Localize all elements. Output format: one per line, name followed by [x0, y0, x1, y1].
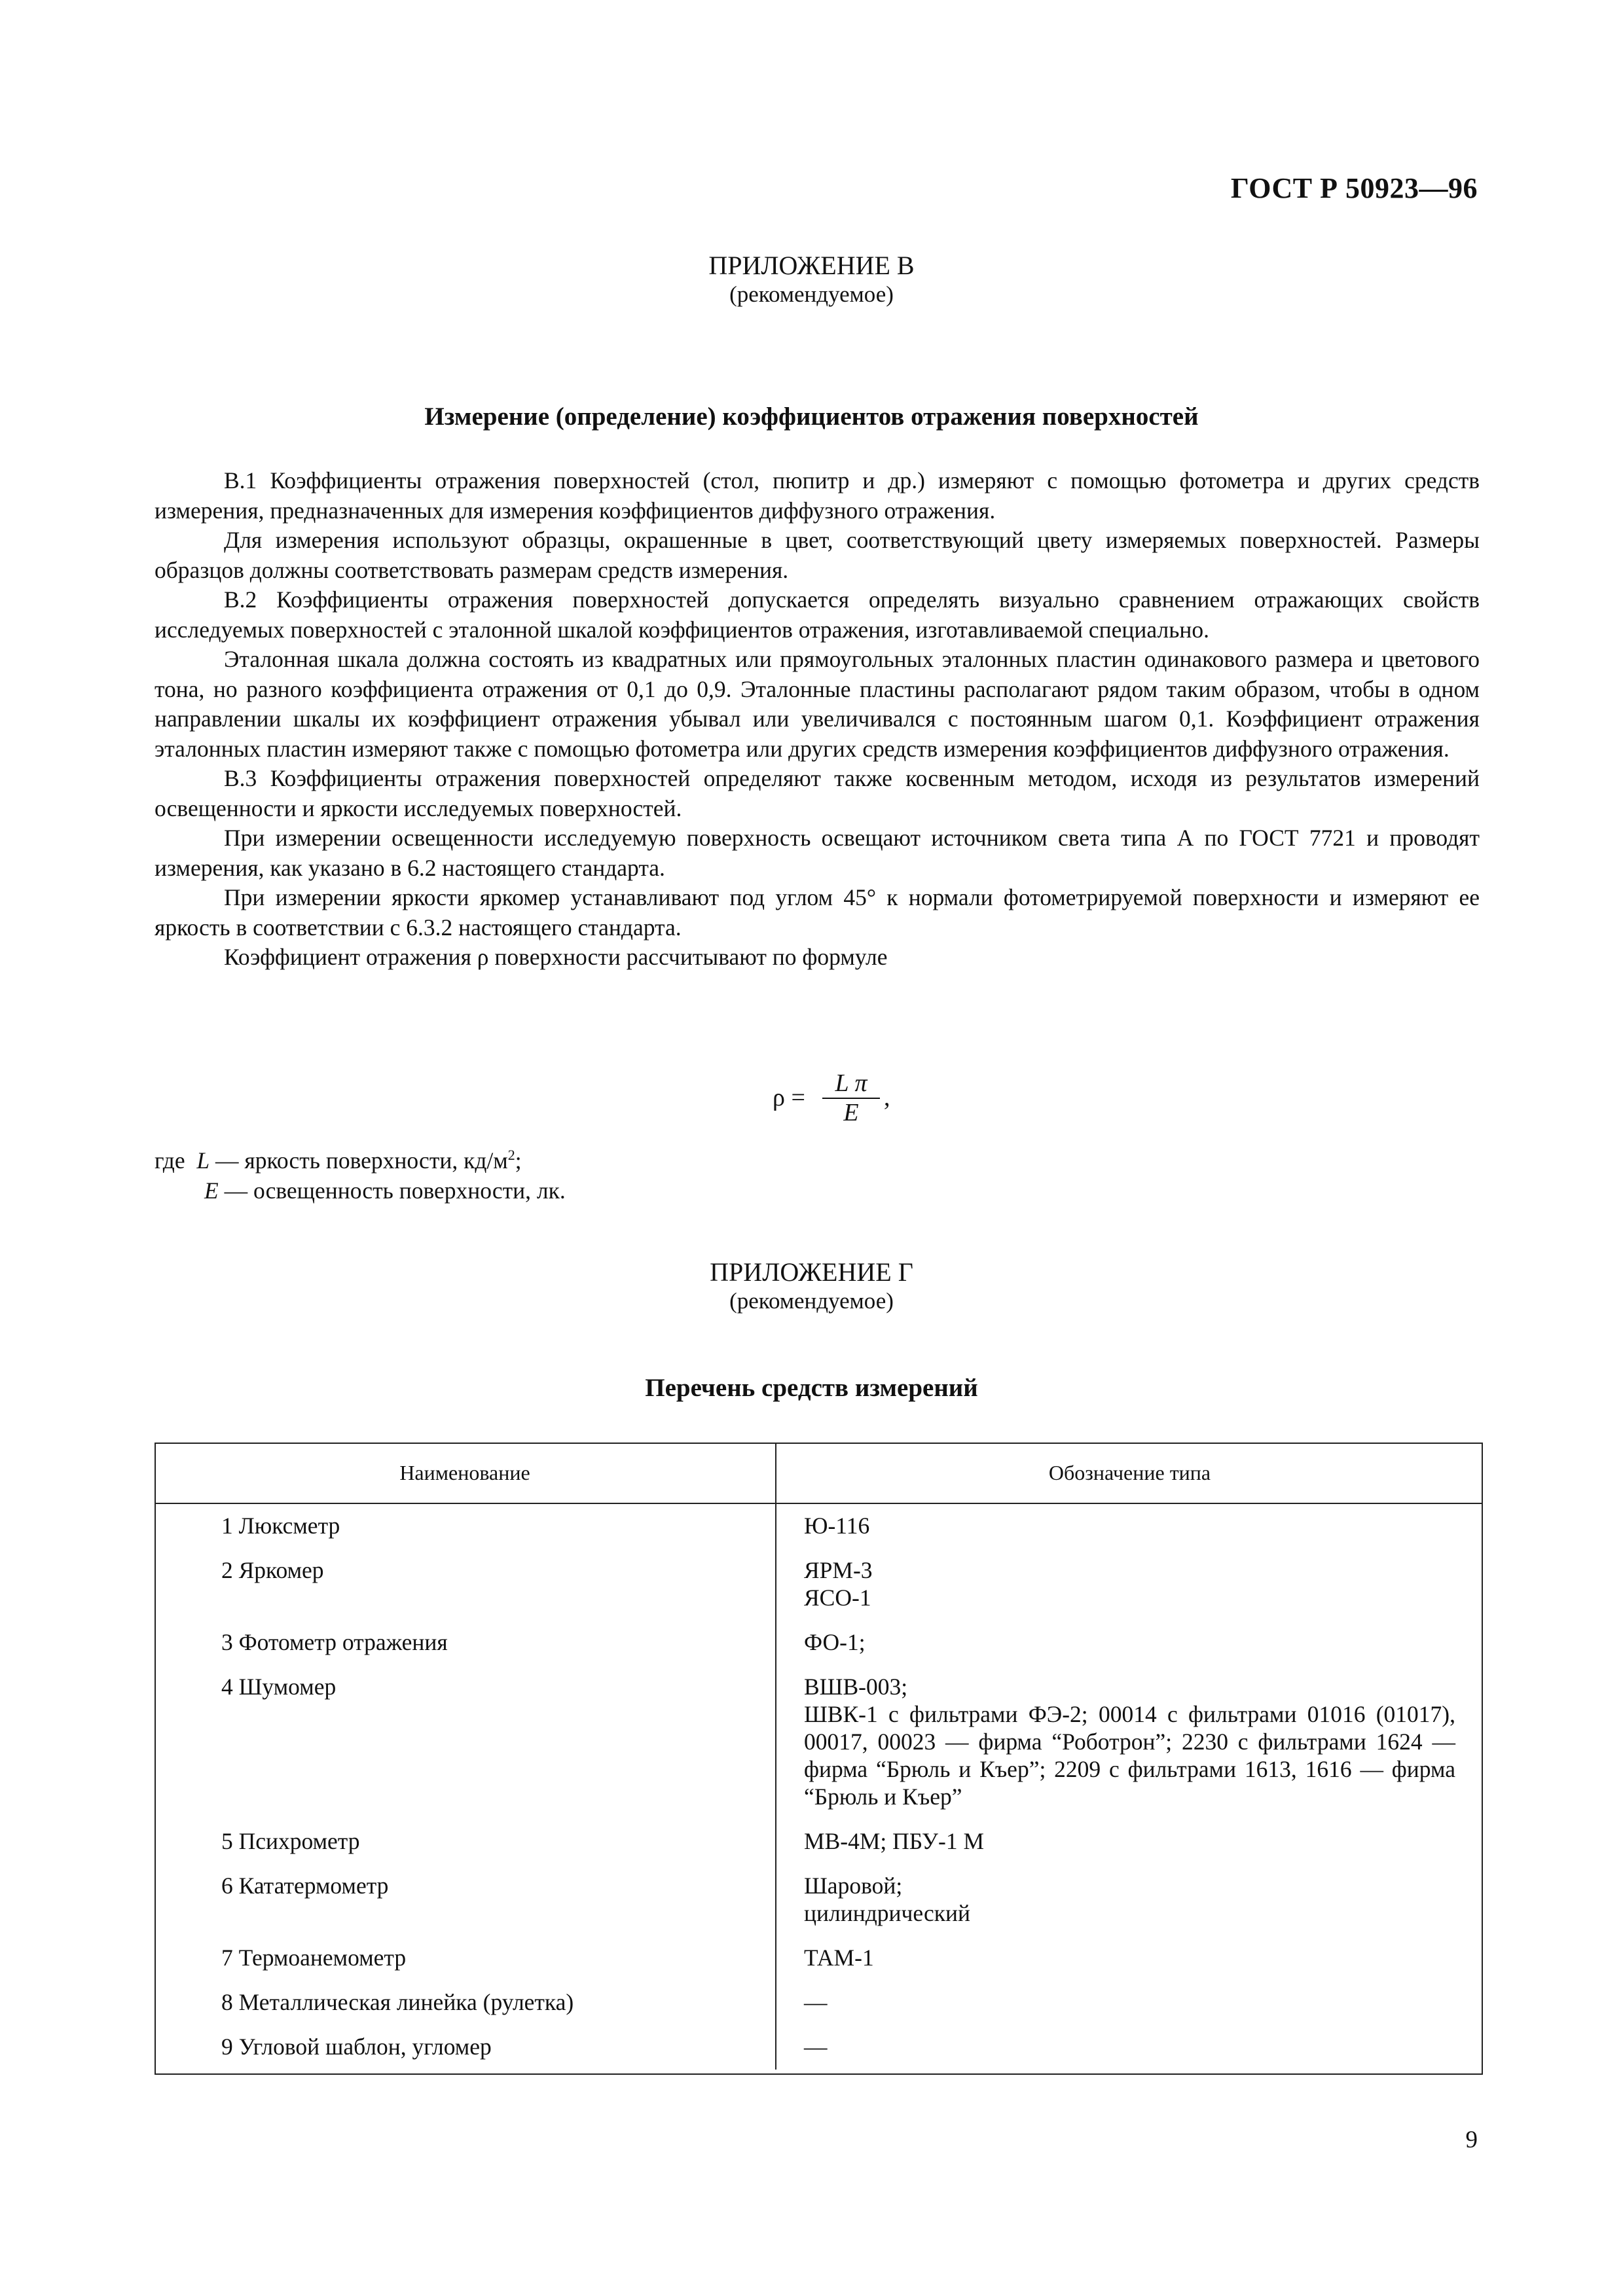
instrument-name: 5 Психрометр	[155, 1820, 776, 1864]
paragraph-b1-samples: Для измерения используют образцы, окрашенные в цвет, соответствующий цвету измеряемых поверхностей. Размеры образцов должны соответствовать размерам средств измерения.	[155, 527, 1480, 583]
instrument-type: Ю-116	[804, 1513, 870, 1539]
table-row	[155, 1665, 1483, 1820]
instrument-name: 1 Люксметр	[155, 1503, 776, 1549]
table-row	[155, 1864, 1483, 1936]
page-number: 9	[1465, 2126, 1478, 2153]
formula-numerator: L π	[835, 1069, 867, 1097]
formula-lhs: ρ =	[773, 1084, 805, 1111]
header-type: Обозначение типа	[776, 1443, 1483, 1503]
paragraph-b3: В.3 Коэффициенты отражения поверхностей определяют также косвенным методом, исходя из результатов измерений освещенности и яркости исследуемых поверхностей.	[155, 765, 1480, 821]
instruments-table	[155, 1443, 1483, 2070]
formula-trailing: ,	[884, 1084, 890, 1111]
legend-e-text: — освещенность поверхности, лк.	[218, 1177, 566, 1204]
instrument-type: ФО-1;	[804, 1629, 866, 1655]
instrument-name: 3 Фотометр отражения	[155, 1621, 776, 1665]
instrument-type: ВШВ-003; ШВК-1 с фильтрами ФЭ-2; 00014 с фильтрами 01016 (01017), 00017, 00023 — фирма “Роботрон”; 2230 с фильтрами 1624 — фирма “Брюль и Къер”; 2209 с фильтрами 1613, 1616 — фирма “Брюль и Къер”	[804, 1674, 1455, 1810]
legend-row-l	[155, 1140, 566, 1175]
legend-e-symbol: E	[204, 1177, 219, 1204]
legend-l-text: — яркость поверхности, кд/м	[210, 1147, 508, 1174]
formula-denominator: E	[843, 1099, 859, 1126]
instrument-name: 9 Угловой шаблон, угломер	[155, 2025, 776, 2070]
instrument-type: —	[804, 1989, 828, 2015]
legend-l-end: ;	[515, 1147, 522, 1174]
annex-g-title: ПРИЛОЖЕНИЕ Г	[710, 1257, 913, 1287]
legend-l-sup: 2	[507, 1147, 515, 1163]
legend-row-e	[155, 1175, 566, 1206]
paragraph-b3-illuminance: При измерении освещенности исследуемую поверхность освещают источником света типа А по ГОСТ 7721 и проводят измерения, как указано в 6.2 настоящего стандарта.	[155, 825, 1480, 881]
paragraph-b3-formula-intro: Коэффициент отражения ρ поверхности рассчитывают по формуле	[224, 944, 888, 970]
table-header-row	[155, 1443, 1483, 1503]
paragraph-b2-scale: Эталонная шкала должна состоять из квадратных или прямоугольных эталонных пластин одинакового размера и цветового тона, но разного коэффициента отражения от 0,1 до 0,9. Эталонные пластины располагают рядом таким образом, чтобы в одном направлении шкалы их коэффициент отражения убывал или увеличивался с постоянным шагом 0,1. Коэффициент отражения эталонных пластин измеряют также с помощью фотометра или других средств измерения коэффициентов диффузного отражения.	[155, 646, 1480, 762]
instrument-name: 6 Кататермометр	[155, 1864, 776, 1936]
document-code: ГОСТ Р 50923—96	[1230, 172, 1478, 204]
instrument-type: ЯРМ-3 ЯСО-1	[804, 1557, 873, 1611]
instrument-type: МВ-4М; ПБУ-1 М	[804, 1828, 985, 1854]
annex-g-subtitle: (рекомендуемое)	[729, 1288, 894, 1314]
annex-b-title: ПРИЛОЖЕНИЕ В	[708, 251, 915, 280]
annex-b-heading: Измерение (определение) коэффициентов отражения поверхностей	[424, 403, 1199, 431]
instrument-type: Шаровой; цилиндрический	[804, 1873, 971, 1926]
table-row	[155, 2025, 1483, 2070]
instrument-name: 8 Металлическая линейка (рулетка)	[155, 1981, 776, 2025]
instrument-type: ТАМ-1	[804, 1945, 874, 1971]
annex-b-body	[155, 466, 1480, 973]
table-row	[155, 1981, 1483, 2025]
instrument-name: 2 Яркомер	[155, 1549, 776, 1621]
annex-g-heading: Перечень средств измерений	[645, 1374, 978, 1402]
table-row	[155, 1936, 1483, 1981]
formula-fraction	[820, 1070, 883, 1125]
paragraph-b3-luminance: При измерении яркости яркомер устанавливают под углом 45° к нормали фотометрируемой поверхности и измеряют ее яркость в соответствии с 6.3.2 настоящего стандарта.	[155, 884, 1480, 941]
formula-legend	[155, 1140, 566, 1206]
instrument-name: 7 Термоанемометр	[155, 1936, 776, 1981]
legend-l-symbol: L	[196, 1147, 210, 1174]
header-name: Наименование	[155, 1443, 776, 1503]
table-row	[155, 1503, 1483, 1549]
table-row	[155, 1549, 1483, 1621]
table-row	[155, 1621, 1483, 1665]
instrument-name: 4 Шумомер	[155, 1665, 776, 1820]
paragraph-b2: В.2 Коэффициенты отражения поверхностей допускается определять визуально сравнением отражающих свойств исследуемых поверхностей с эталонной шкалой коэффициентов отражения, изготавливаемой специально.	[155, 586, 1480, 643]
paragraph-b1: В.1 Коэффициенты отражения поверхностей (стол, пюпитр и др.) измеряют с помощью фотометра и других средств измерения, предназначенных для измерения коэффициентов диффузного отражения.	[155, 467, 1480, 524]
legend-prefix: где	[155, 1147, 185, 1174]
annex-b-subtitle: (рекомендуемое)	[729, 281, 894, 307]
instrument-type: —	[804, 2034, 828, 2060]
table-row	[155, 1820, 1483, 1864]
table-body	[155, 1503, 1483, 2070]
